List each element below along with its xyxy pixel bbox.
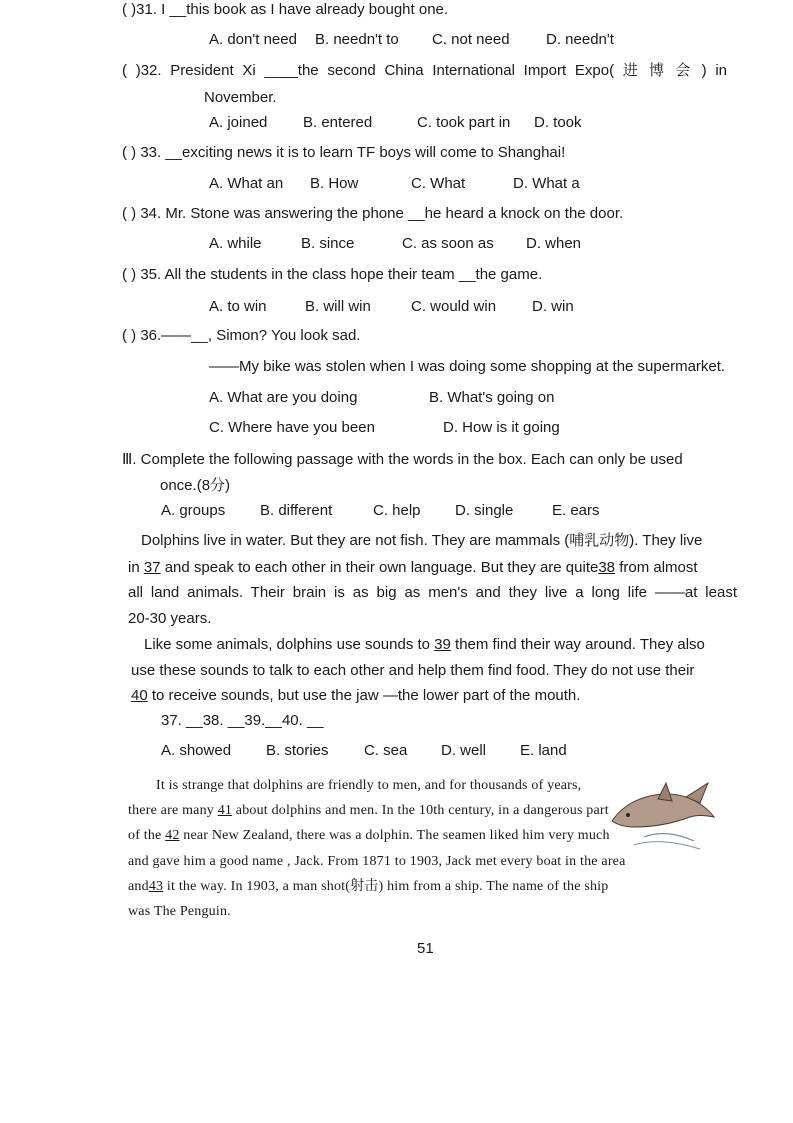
word-box-1-e: E. ears	[552, 502, 600, 519]
q36-option-c: C. Where have you been	[209, 419, 375, 436]
q33-option-c: C. What	[411, 175, 466, 192]
q36-reply: ——My bike was stolen when I was doing some shopping at the supermarket.	[209, 358, 726, 375]
q36-option-a: A. What are you doing	[209, 389, 358, 406]
word-box-2-d: D. well	[441, 742, 487, 759]
q35-option-a: A. to win	[209, 298, 267, 315]
q36-option-d: D. How is it going	[443, 419, 560, 436]
q33-option-b: B. How	[310, 175, 359, 192]
q31-option-b: B. needn't to	[315, 31, 399, 48]
page-number: 51	[417, 940, 434, 957]
passage2-line1: It is strange that dolphins are friendly to men, and for thousands of years,	[156, 778, 582, 793]
passage2-line5	[128, 878, 608, 896]
blank-41: 41	[217, 803, 233, 818]
q36-options-row2	[209, 419, 560, 437]
q36-stem: ( ) 36.——__, Simon? You look sad.	[122, 327, 361, 344]
q33-options	[209, 175, 580, 193]
passage1-line2-a: in	[128, 559, 144, 576]
dolphin-illustration	[604, 775, 724, 855]
q34-options	[209, 235, 581, 253]
passage2-line2-a: there are many	[128, 803, 218, 818]
q33-option-a: A. What an	[209, 175, 284, 192]
passage1-line2	[128, 559, 698, 577]
passage1-line2-b: and speak to each other in their own language. But they are quite	[160, 559, 599, 576]
q36-option-b: B. What's going on	[429, 389, 555, 406]
q35-option-d: D. win	[532, 298, 574, 315]
word-box-2-c: C. sea	[364, 742, 408, 759]
q32-stem: ( )32. President Xi ____the second China International Import Expo( 进 博 会 ) in	[122, 62, 727, 79]
passage1-line5	[144, 636, 705, 654]
passage1-line6: use these sounds to talk to each other and help them find food. They do not use their	[131, 662, 695, 679]
q34-option-d: D. when	[526, 235, 582, 252]
word-box-1	[161, 502, 600, 520]
q32-option-b: B. entered	[303, 114, 373, 131]
passage2-line2-b: about dolphins and men. In the 10th century, in a dangerous part	[232, 803, 609, 818]
q31-option-a: A. don't need	[209, 31, 297, 48]
word-box-1-d: D. single	[455, 502, 514, 519]
blank-43: 43	[148, 879, 164, 894]
passage2-line4: and gave him a good name , Jack. From 1871 to 1903, Jack met every boat in the area	[128, 854, 626, 869]
q34-option-c: C. as soon as	[402, 235, 494, 252]
passage1-line3: all land animals. Their brain is as big as men's and they live a long life ——at least	[128, 584, 737, 601]
q35-stem: ( ) 35. All the students in the class hope their team __the game.	[122, 266, 543, 283]
q32-option-c: C. took part in	[417, 114, 511, 131]
answers-line: 37. __38. __39.__40. __	[161, 712, 324, 729]
passage2-line3	[128, 827, 610, 845]
blank-42: 42	[165, 828, 180, 843]
section3-heading-line2: once.(8分)	[160, 477, 231, 494]
passage1-line2-c: from almost	[615, 559, 698, 576]
passage1-line5-b: them find their way around. They also	[450, 636, 705, 653]
q31-options	[209, 31, 614, 49]
blank-38: 38	[598, 559, 616, 576]
word-box-2	[161, 742, 567, 760]
passage1-line4: 20-30 years.	[128, 610, 212, 627]
blank-40: 40	[131, 687, 148, 704]
word-box-2-a: A. showed	[161, 742, 232, 759]
passage2-line3-b: near New Zealand, there was a dolphin. The seamen liked him very much	[179, 828, 610, 843]
q32-stem-cont: November.	[204, 89, 277, 106]
passage2-line5-a: and	[128, 879, 149, 894]
passage1-line1: Dolphins live in water. But they are not fish. They are mammals (哺乳动物). They live	[141, 532, 703, 549]
q35-option-c: C. would win	[411, 298, 497, 315]
q33-stem: ( ) 33. __exciting news it is to learn TF boys will come to Shanghai!	[122, 144, 566, 161]
q34-stem: ( ) 34. Mr. Stone was answering the phone __he heard a knock on the door.	[122, 205, 624, 222]
q32-option-a: A. joined	[209, 114, 268, 131]
q33-option-d: D. What a	[513, 175, 580, 192]
word-box-1-c: C. help	[373, 502, 421, 519]
q35-option-b: B. will win	[305, 298, 371, 315]
q32-options	[209, 114, 582, 132]
word-box-1-b: B. different	[260, 502, 333, 519]
passage2-line5-b: it the way. In 1903, a man shot(射击) him from a ship. The name of the ship	[163, 879, 609, 894]
q34-option-a: A. while	[209, 235, 262, 252]
q31-option-d: D. needn't	[546, 31, 614, 48]
passage1-line5-a: Like some animals, dolphins use sounds to	[144, 636, 435, 653]
passage2-line2	[128, 802, 609, 820]
q34-option-b: B. since	[301, 235, 355, 252]
passage1-line7	[131, 687, 580, 705]
word-box-2-b: B. stories	[266, 742, 329, 759]
passage2-line6: was The Penguin.	[128, 904, 231, 919]
blank-37: 37	[143, 559, 161, 576]
q32-option-d: D. took	[534, 114, 582, 131]
q36-options-row1	[209, 389, 554, 407]
word-box-1-a: A. groups	[161, 502, 226, 519]
passage1-line7-b: to receive sounds, but use the jaw —the lower part of the mouth.	[147, 687, 581, 704]
section3-heading-line1: Ⅲ. Complete the following passage with the words in the box. Each can only be used	[122, 451, 683, 468]
passage2-line3-a: of the	[128, 828, 166, 843]
blank-39: 39	[434, 636, 451, 653]
q31-option-c: C. not need	[432, 31, 510, 48]
q35-options	[209, 298, 574, 316]
q31-stem: ( )31. I __this book as I have already bought one.	[122, 1, 449, 18]
word-box-2-e: E. land	[520, 742, 567, 759]
